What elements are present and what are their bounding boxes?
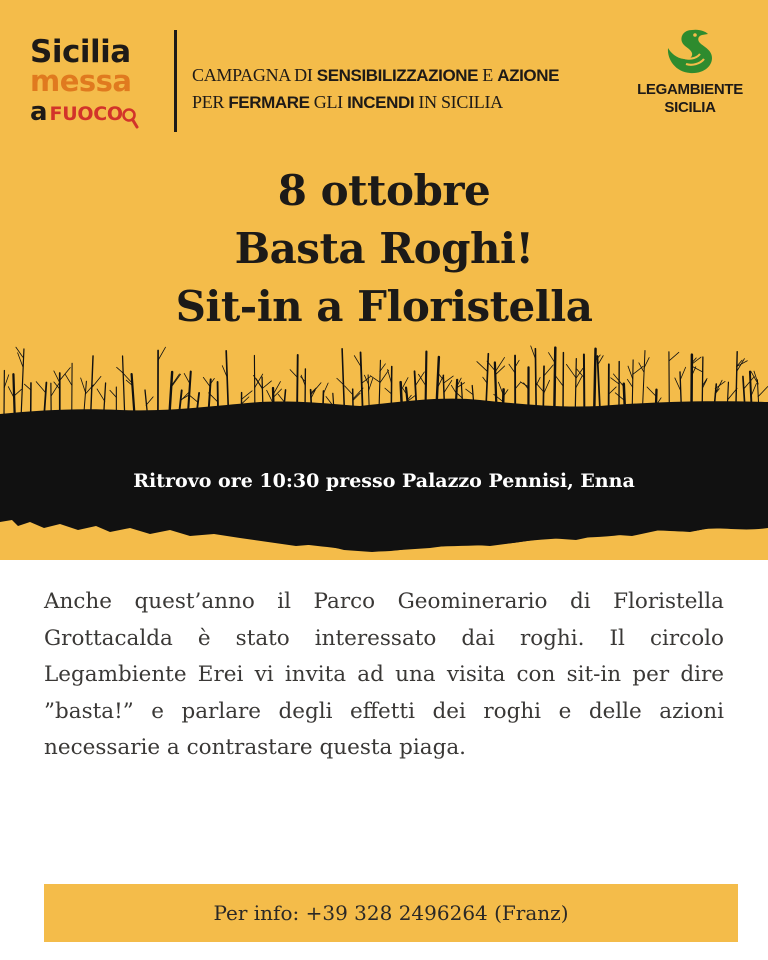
magnifier-icon — [121, 107, 139, 129]
campaign-line-1 — [192, 62, 622, 89]
campaign-tagline — [192, 62, 622, 116]
event-slogan: Basta Roghi! — [234, 224, 534, 273]
campaign-text: IN SICILIA — [414, 92, 503, 112]
campaign-bold: FERMARE — [228, 93, 310, 112]
campaign-text: E — [478, 65, 498, 85]
event-name: Sit-in a Floristella — [175, 282, 593, 331]
header-divider — [174, 30, 177, 132]
contact-info-banner: Per info: +39 328 2496264 (Franz) — [44, 884, 738, 942]
logo-line-sicilia: Sicilia — [30, 34, 131, 70]
event-description: Anche quest’anno il Parco Geominerario di Floristella Grottacalda è stato interessato dai roghi. Il circolo Legambiente Erei vi invita ad una visita con sit-in per dire ”basta!” e parlare degli effetti dei roghi e delle azioni necessarie a contrastare questa piaga. — [44, 589, 724, 760]
legambiente-logo — [628, 26, 752, 116]
campaign-line-2 — [192, 89, 622, 116]
legambiente-name: LEGAMBIENTE — [637, 81, 743, 98]
event-title — [0, 162, 768, 336]
logo-a: a — [30, 97, 48, 127]
logo-line-messa: messa — [30, 64, 132, 98]
campaign-bold: INCENDI — [347, 93, 415, 112]
logo-line-a-fuoco — [30, 95, 170, 125]
swan-logo-icon — [662, 26, 718, 80]
campaign-text: GLI — [309, 92, 348, 112]
legambiente-region: SICILIA — [664, 99, 716, 116]
campaign-bold: AZIONE — [497, 66, 560, 85]
event-date: 8 ottobre — [277, 166, 491, 215]
meeting-point-text: Ritrovo ore 10:30 presso Palazzo Pennisi, Enna — [133, 470, 635, 492]
sicilia-messa-a-fuoco-logo — [30, 36, 170, 125]
campaign-text: CAMPAGNA DI — [192, 65, 317, 85]
torn-edge — [0, 510, 768, 552]
campaign-text: PER — [192, 92, 229, 112]
burned-forest-illustration — [0, 330, 768, 570]
campaign-bold: SENSIBILIZZAZIONE — [316, 66, 479, 85]
logo-fuoco: FUOCO — [49, 103, 123, 125]
